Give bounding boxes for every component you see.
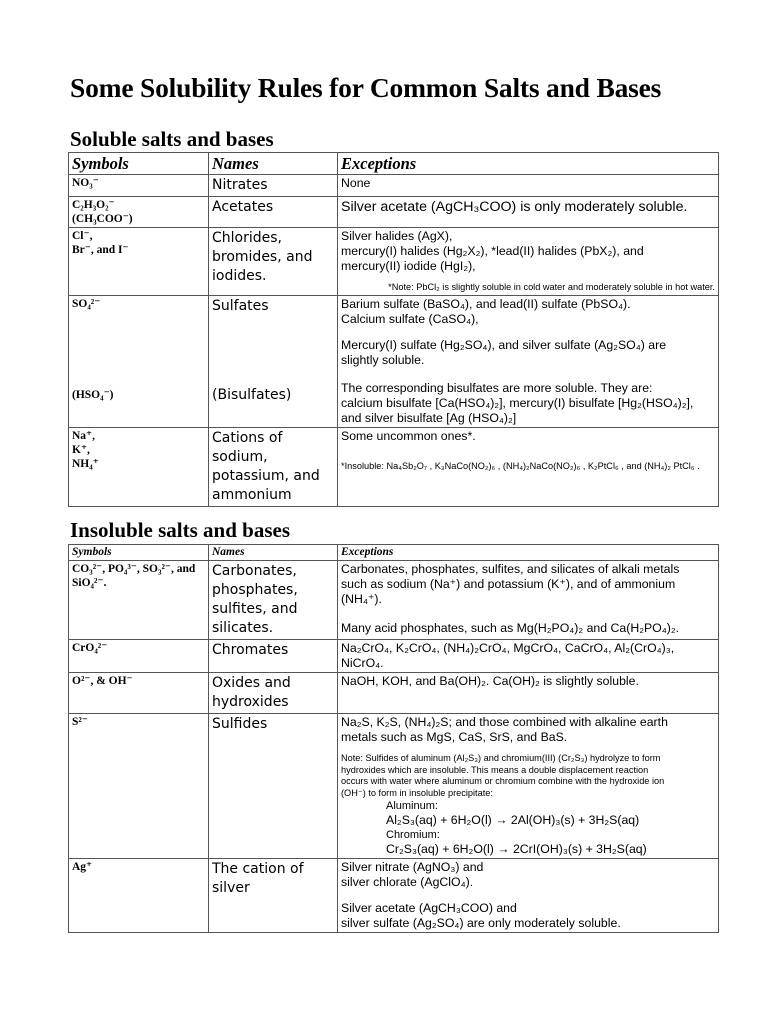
exceptions-cell: Na₂S, K₂S, (NH₄)₂S; and those combined with alkaline earth metals such as MgS, CaS, SrS, and BaS. Note: Sulfides of aluminum (Al₂S₃) and chromium(III) (Cr₂S₃) hydrolyze to form hydroxides which are insoluble. This means a double displacement reaction occurs with water where aluminum or chromium combine with the hydroxide ion (OH⁻) to form in insoluble precipitate: Aluminum: Al₂S₃(aq) + 6H₂O(l) → 2Al(OH)₃(s) + 3H₂S(aq) Chromium: Cr₂S₃(aq) + 6H₂O(l) → 2CrI(OH)₃(s) + 3H₂S(aq) (338, 714, 719, 859)
column-header-symbols: Symbols (69, 153, 209, 175)
table-row (69, 859, 719, 933)
column-header-names: Names (209, 153, 338, 175)
symbols-cell: CO₃²⁻, PO₄³⁻, SO₃²⁻, and SiO₄²⁻. (69, 561, 209, 640)
table-row (69, 295, 719, 380)
exceptions-cell: Barium sulfate (BaSO₄), and lead(II) sulfate (PbSO₄). Calcium sulfate (CaSO₄), Mercury(I) sulfate (Hg₂SO₄), and silver sulfate (Ag₂SO₄) are slightly soluble. (338, 295, 719, 380)
exceptions-cell: The corresponding bisulfates are more soluble. They are: calcium bisulfate [Ca(HSO₄)₂], mercury(I) bisulfate [Hg₂(HSO₄)₂], and silver bisulfate [Ag (HSO₄)₂] (338, 380, 719, 428)
name-cell: Sulfides (209, 714, 338, 859)
name-cell: Cations of sodium, potassium, and ammonium (209, 427, 338, 506)
symbols-cell: Ag⁺ (69, 859, 209, 933)
exceptions-cell: NaOH, KOH, and Ba(OH)₂. Ca(OH)₂ is slightly soluble. (338, 673, 719, 714)
table-row (69, 228, 719, 296)
symbols-cell: SO₄²⁻ (69, 295, 209, 380)
exceptions-cell: None (338, 175, 719, 197)
name-cell: Sulfates (209, 295, 338, 380)
note: *Note: PbCl₂ is slightly soluble in cold water and moderately soluble in hot water. (388, 282, 715, 292)
name-cell: The cation of silver (209, 859, 338, 933)
symbols-cell: Cl⁻, Br⁻, and I⁻ (69, 228, 209, 296)
table-header-row (69, 153, 719, 175)
symbols-cell: Na⁺, K⁺, NH₄⁺ (69, 427, 209, 506)
column-header-exceptions: Exceptions (338, 153, 719, 175)
table-row (69, 561, 719, 640)
insoluble-table (68, 544, 719, 933)
name-cell: Oxides and hydroxides (209, 673, 338, 714)
insoluble-heading: Insoluble salts and bases (70, 518, 290, 542)
table-row (69, 175, 719, 197)
table-header-row (69, 545, 719, 561)
symbols-cell: CrO₄²⁻ (69, 640, 209, 673)
column-header-exceptions: Exceptions (338, 545, 719, 561)
soluble-table (68, 152, 719, 507)
exceptions-cell: Carbonates, phosphates, sulfites, and silicates of alkali metals such as sodium (Na⁺) and potassium (K⁺), and of ammonium (NH₄⁺). Many acid phosphates, such as Mg(H₂PO₄)₂ and Ca(H₂PO₄)₂. (338, 561, 719, 640)
name-cell: Chlorides, bromides, and iodides. (209, 228, 338, 296)
exceptions-cell: Silver acetate (AgCH₃COO) is only moderately soluble. (338, 197, 719, 228)
note: *Insoluble: Na₄Sb₂O₇ , K₃NaCo(NO₂)₆ , (NH₄)₂NaCo(NO₂)₆ , K₂PtCl₆ , and (NH₄)₂ PtCl₆ . (341, 460, 700, 471)
symbols-cell: (HSO₄⁻) (69, 380, 209, 428)
reaction-chromium: Cr₂S₃(aq) + 6H₂O(l) → 2CrI(OH)₃(s) + 3H₂S(aq) (386, 842, 647, 856)
name-cell: Carbonates, phosphates, sulfites, and silicates. (209, 561, 338, 640)
column-header-names: Names (209, 545, 338, 561)
column-header-symbols: Symbols (69, 545, 209, 561)
table-row (69, 714, 719, 859)
reaction-label-chromium: Chromium: (386, 829, 440, 841)
symbols-cell: C₂H₃O₂⁻ (CH₃COO⁻) (69, 197, 209, 228)
exceptions-cell: Some uncommon ones*. *Insoluble: Na₄Sb₂O₇ , K₃NaCo(NO₂)₆ , (NH₄)₂NaCo(NO₂)₆ , K₂PtCl₆ , and (NH₄)₂ PtCl₆ . (338, 427, 719, 506)
symbols-cell: NO₃⁻ (69, 175, 209, 197)
note: Note: Sulfides of aluminum (Al₂S₃) and chromium(III) (Cr₂S₃) hydrolyze to form hydroxides which are insoluble. This means a double displacement reaction occurs with water where aluminum or chromium combine with the hydroxide ion (OH⁻) to form in insoluble precipitate: (341, 753, 665, 798)
soluble-heading: Soluble salts and bases (70, 127, 274, 151)
reaction-label-aluminum: Aluminum: (386, 800, 438, 812)
table-row (69, 427, 719, 506)
table-row (69, 380, 719, 428)
symbols-cell: S²⁻ (69, 714, 209, 859)
exceptions-cell: Na₂CrO₄, K₂CrO₄, (NH₄)₂CrO₄, MgCrO₄, CaCrO₄, Al₂(CrO₄)₃, NiCrO₄. (338, 640, 719, 673)
page-title: Some Solubility Rules for Common Salts and Bases (70, 72, 662, 103)
name-cell: Nitrates (209, 175, 338, 197)
table-row (69, 197, 719, 228)
table-row (69, 640, 719, 673)
table-row (69, 673, 719, 714)
exceptions-cell: Silver halides (AgX), mercury(I) halides (Hg₂X₂), *lead(II) halides (PbX₂), and mercury(II) iodide (HgI₂), *Note: PbCl₂ is slightly soluble in cold water and moderately soluble in hot water. (338, 228, 719, 296)
reaction-aluminum: Al₂S₃(aq) + 6H₂O(l) → 2Al(OH)₃(s) + 3H₂S(aq) (386, 813, 640, 827)
name-cell: (Bisulfates) (209, 380, 338, 428)
name-cell: Acetates (209, 197, 338, 228)
symbols-cell: O²⁻, & OH⁻ (69, 673, 209, 714)
exceptions-cell: Silver nitrate (AgNO₃) and silver chlorate (AgClO₄). Silver acetate (AgCH₃COO) and silver sulfate (Ag₂SO₄) are only moderately soluble. (338, 859, 719, 933)
name-cell: Chromates (209, 640, 338, 673)
